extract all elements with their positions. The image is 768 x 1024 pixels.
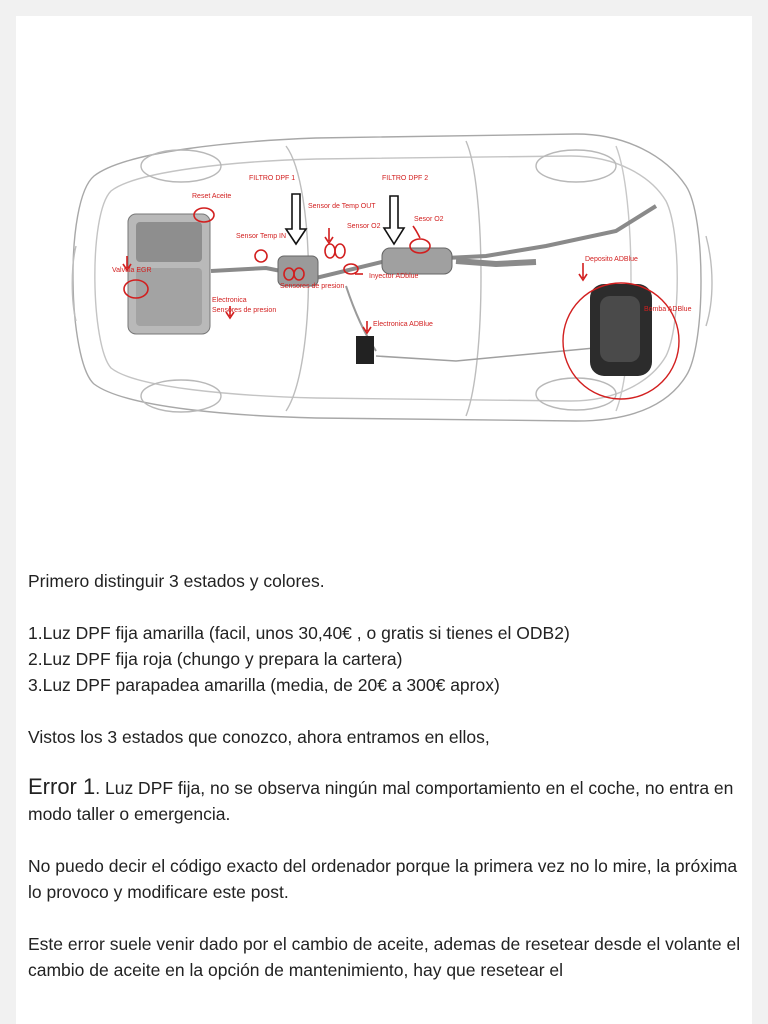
label-filtro-dpf-2: FILTRO DPF 2 bbox=[382, 175, 429, 182]
adblue-tank bbox=[590, 284, 652, 376]
list-item: 3.Luz DPF parapadea amarilla (media, de 20€ a 300€ aprox) bbox=[28, 675, 500, 695]
list-item: 1.Luz DPF fija amarilla (facil, unos 30,40€ , o gratis si tienes el ODB2) bbox=[28, 623, 570, 643]
label-electronica-sensores: Sensores de presion bbox=[212, 307, 277, 314]
label-sensor-temp-in: Sensor Temp IN bbox=[236, 233, 287, 240]
label-bomba-adblue: Bomba ADBlue bbox=[644, 306, 692, 313]
car-xray-illustration bbox=[16, 16, 752, 536]
document-page bbox=[16, 16, 752, 1024]
label-sensor-temp-out: Sensor de Temp OUT bbox=[308, 203, 376, 210]
intro-line: Primero distinguir 3 estados y colores. bbox=[28, 571, 325, 591]
label-deposito-adblue: Deposito ADBlue bbox=[585, 256, 638, 263]
paragraph-cambio-aceite: Este error suele venir dado por el cambio de aceite, ademas de resetear desde el volante el cambio de aceite en la opción de mantenimiento, hay que resetear el bbox=[28, 934, 741, 980]
label-inyector-adblue: Inyector ADblue bbox=[369, 273, 419, 280]
error1-heading: Error 1 bbox=[28, 774, 96, 799]
article-text bbox=[28, 568, 744, 983]
label-sensores-presion: Sensores de presion bbox=[280, 283, 345, 290]
list-item: 2.Luz DPF fija roja (chungo y prepara la cartera) bbox=[28, 649, 403, 669]
label-electronica: Electronica bbox=[212, 297, 247, 304]
paragraph-codigo: No puedo decir el código exacto del ordenador porque la primera vez no lo mire, la próxima lo provoco y modificare este post. bbox=[28, 856, 738, 902]
vistos-line: Vistos los 3 estados que conozco, ahora entramos en ellos, bbox=[28, 727, 490, 747]
label-electronica-adblue: Electronica ADBlue bbox=[373, 321, 433, 328]
engine-block bbox=[128, 214, 210, 334]
exhaust-line bbox=[211, 206, 656, 361]
adblue-electronics-box bbox=[356, 336, 374, 364]
label-filtro-dpf-1: FILTRO DPF 1 bbox=[249, 175, 296, 182]
error1-paragraph bbox=[28, 774, 744, 827]
car-exhaust-diagram bbox=[16, 16, 752, 536]
label-sensor-o2-1: Sensor O2 bbox=[347, 223, 381, 230]
error1-body: . Luz DPF fija, no se observa ningún mal comportamiento en el coche, no entra en modo taller o emergencia. bbox=[28, 778, 734, 824]
label-reset-aceite: Reset Aceite bbox=[192, 193, 232, 200]
label-valvula-egr: Valvula EGR bbox=[112, 267, 152, 274]
label-sensor-o2-2: Sesor O2 bbox=[414, 216, 444, 223]
